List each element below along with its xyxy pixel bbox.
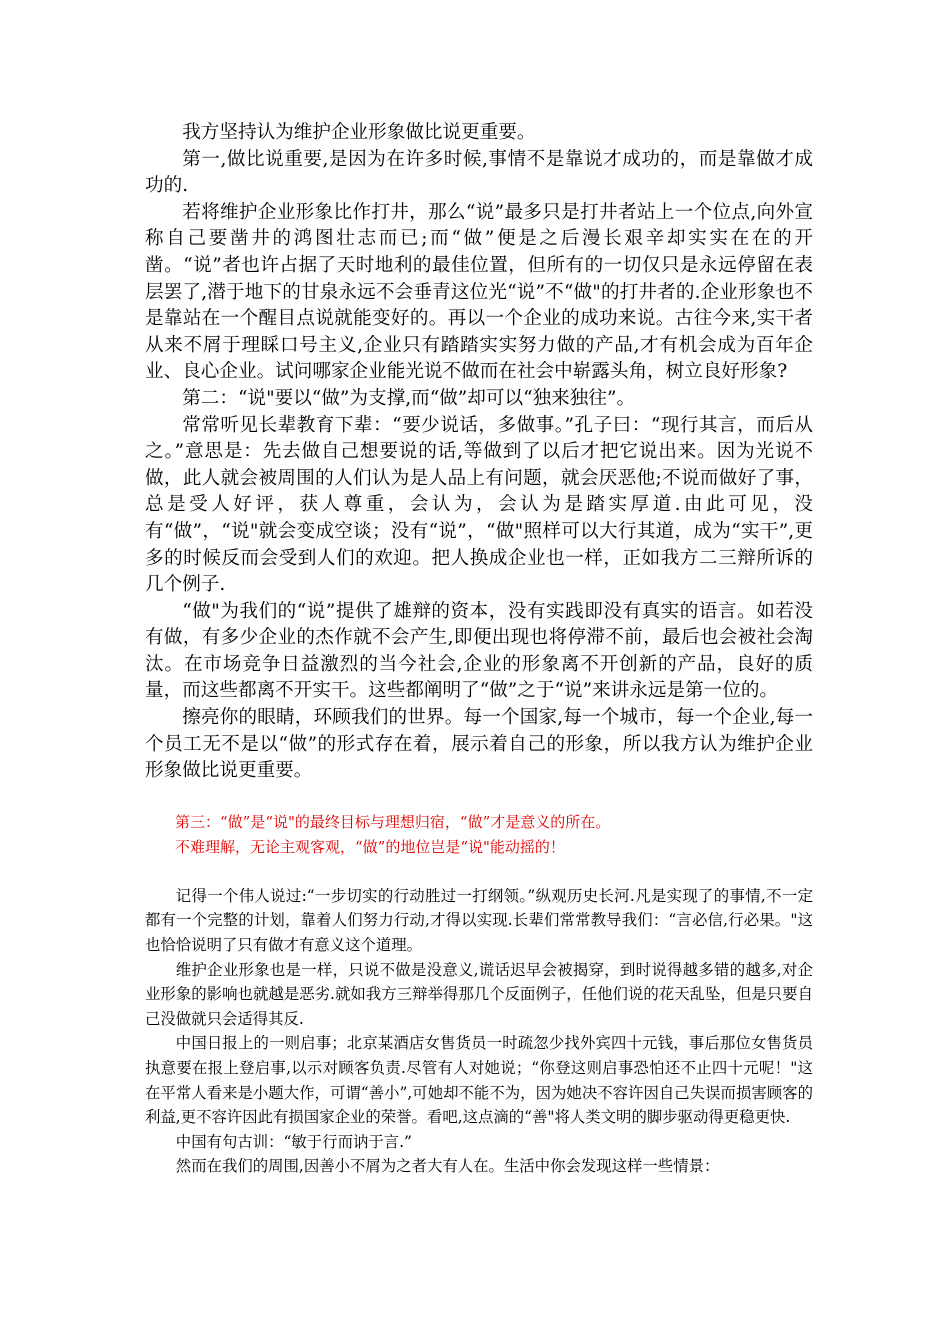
paragraph-elders-teaching: 常常听见长辈教育下辈：“要少说话，多做事。”孔子曰：“现行其言，而后从之。”意思是：先去做自己想要说的话,等做到了以后才把它说出来。因为光说不做，此人就会被周围的人们认为是人品上有问题，就会厌恶他;不说而做好了事，总是受人好评，获人尊重，会认为，会认为是踏实厚道.由此可见，没有“做”，“说"就会变成空谈；没有“说”，“做"照样可以大行其道，成为“实干”,更多的时候反而会受到人们的欢迎。把人换成企业也一样，正如我方二三辩所诉的几个例子. xyxy=(145,414,813,596)
paragraph-great-man-quote: 记得一个伟人说过:“一步切实的行动胜过一打纲领。”纵观历史长河.凡是实现了的事情,不一定都有一个完整的计划，靠着人们努力行动,才得以实现.长辈们常常教导我们：“言必信,行必果。"这也恰恰说明了只有做才有意义这个道理。 xyxy=(145,886,813,955)
paragraph-image-maintenance: 维护企业形象也是一样，只说不做是没意义,谎话迟早会被揭穿，到时说得越多错的越多,对企业形象的影响也就越是恶劣.就如我方三辩举得那几个反面例子，任他们说的花天乱坠，但是只要自己没做就只会适得其反. xyxy=(145,960,813,1028)
document-page xyxy=(145,120,813,1179)
paragraph-point-two: 第二：“说"要以“做”为支撑,而“做”却可以“独来独往”。 xyxy=(182,387,636,409)
main-argument-section xyxy=(145,120,813,785)
paragraph-ancient-motto: 中国有句古训：“敏于行而讷于言.” xyxy=(175,1132,412,1151)
paragraph-conclusion: 擦亮你的眼睛，环顾我们的世界。每一个国家,每一个城市，每一个企业,每一个员工无不是以“做”的形式存在着，展示着自己的形象，所以我方认为维护企业形象做比说更重要。 xyxy=(145,707,813,782)
supplementary-section xyxy=(145,884,813,1179)
paragraph-point-three-detail: 不难理解，无论主观客观，“做”的地位岂是“说"能动摇的！ xyxy=(175,837,565,856)
paragraph-well-metaphor: 若将维护企业形象比作打井，那么“说”最多只是打井者站上一个位点,向外宣称自己要凿井的鸿图壮志而已;而“做”便是之后漫长艰辛却实实在在的开凿。“说”者也许占据了天时地利的最佳位置，但所有的一切仅只是永远停留在表层罢了,潜于地下的甘泉永远不会垂青这位光“说”不“做"的打井者的.企业形象也不是靠站在一个醒目点说就能变好的。再以一个企业的成功来说。古往今来,实干者从来不屑于理睬口号主义,企业只有踏踏实实努力做的产品,才有机会成为百年企业、良心企业。试问哪家企业能光说不做而在社会中崭露头角，树立良好形象? xyxy=(145,201,813,383)
paragraph-thesis: 我方坚持认为维护企业形象做比说更重要。 xyxy=(182,122,536,143)
paragraph-point-three: 第三：“做”是“说"的最终目标与理想归宿，“做”才是意义的所在。 xyxy=(175,812,611,831)
paragraph-observation: 然而在我们的周围,因善小不屑为之者大有人在。生活中你会发现这样一些情景： xyxy=(175,1157,720,1176)
paragraph-point-one: 第一,做比说重要,是因为在许多时候,事情不是靠说才成功的，而是靠做才成功的. xyxy=(145,148,813,197)
paragraph-doing-capital: “做"为我们的“说”提供了雄辩的资本，没有实践即没有真实的语言。如若没有做，有多少企业的杰作就不会产生,即便出现也将停滞不前，最后也会被社会淘汰。在市场竞争日益激烈的当今社会,企业的形象离不开创新的产品，良好的质量，而这些都离不开实干。这些都阐明了“做”之于“说”来讲永远是第一位的。 xyxy=(145,600,813,702)
highlighted-point-section xyxy=(145,810,813,860)
paragraph-china-daily: 中国日报上的一则启事；北京某酒店女售货员一时疏忽少找外宾四十元钱，事后那位女售货员执意要在报上登启事,以示对顾客负责.尽管有人对她说；“你登这则启事恐怕还不止四十元呢！"这在平常人看来是小题大作，可谓“善小”,可她却不能不为，因为她决不容许因自己失误而损害顾客的利益,更不容许因此有损国家企业的荣誉。看吧,这点滴的“善"将人类文明的脚步驱动得更稳更快. xyxy=(145,1034,813,1127)
